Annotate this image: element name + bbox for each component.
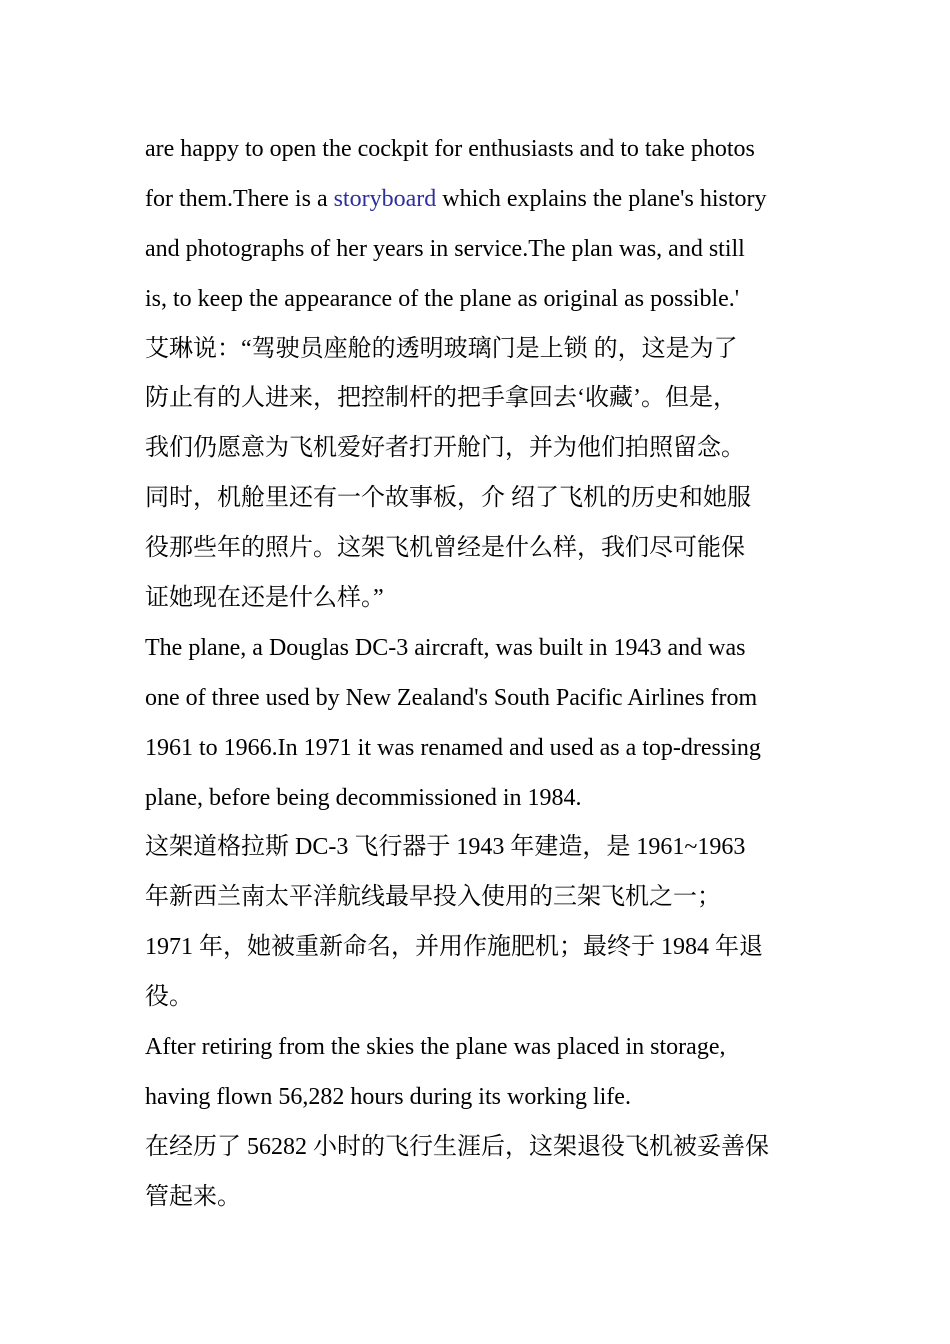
- text-span: which explains the plane's history: [436, 185, 767, 212]
- text-line: is, to keep the appearance of the plane as original as possible.': [145, 285, 740, 312]
- text-line: 艾琳说：“驾驶员座舱的透明玻璃门是上锁 的，这是为了: [145, 335, 738, 362]
- paragraph-english-history: [145, 624, 825, 824]
- text-line: 役。: [145, 984, 193, 1011]
- text-line: 证她现在还是什么样。”: [145, 585, 384, 612]
- text-line: 1961 to 1966.In 1971 it was renamed and used as a top-dressing: [145, 734, 761, 761]
- text-line: 这架道格拉斯 DC-3 飞行器于 1943 年建造，是 1961~1963: [145, 834, 746, 861]
- text-line: 同时，机舱里还有一个故事板，介 绍了飞机的历史和她服: [145, 485, 751, 512]
- paragraph-chinese-retirement: [145, 1123, 825, 1223]
- text-span: for them.There is a: [145, 185, 334, 212]
- text-line: [145, 175, 825, 225]
- paragraph-chinese-history: [145, 823, 825, 1023]
- text-line: 我们仍愿意为飞机爱好者打开舱门，并为他们拍照留念。: [145, 435, 745, 462]
- text-line: plane, before being decommissioned in 1984.: [145, 784, 582, 811]
- text-line: 在经历了 56282 小时的飞行生涯后，这架退役飞机被妥善保: [145, 1133, 769, 1160]
- text-line: 年新西兰南太平洋航线最早投入使用的三架飞机之一；: [145, 884, 721, 911]
- text-line: 役那些年的照片。这架飞机曾经是什么样，我们尽可能保: [145, 535, 745, 562]
- paragraph-english-cockpit: [145, 125, 825, 325]
- text-line: After retiring from the skies the plane was placed in storage,: [145, 1034, 726, 1061]
- paragraph-english-retirement: [145, 1023, 825, 1123]
- text-line: 防止有的人进来，把控制杆的把手拿回去‘收藏’。但是，: [145, 385, 737, 412]
- text-line: 1971 年，她被重新命名，并用作施肥机；最终于 1984 年退: [145, 934, 763, 961]
- paragraph-chinese-cockpit: [145, 325, 825, 624]
- text-line: are happy to open the cockpit for enthusiasts and to take photos: [145, 136, 755, 162]
- document-page: [145, 125, 825, 1223]
- storyboard-link[interactable]: storyboard: [333, 185, 437, 212]
- text-line: one of three used by New Zealand's South Pacific Airlines from: [145, 684, 758, 711]
- text-line: and photographs of her years in service.The plan was, and still: [145, 235, 745, 262]
- text-line: having flown 56,282 hours during its working life.: [145, 1083, 631, 1110]
- text-line: 管起来。: [145, 1183, 241, 1210]
- text-line: The plane, a Douglas DC-3 aircraft, was built in 1943 and was: [145, 634, 746, 661]
